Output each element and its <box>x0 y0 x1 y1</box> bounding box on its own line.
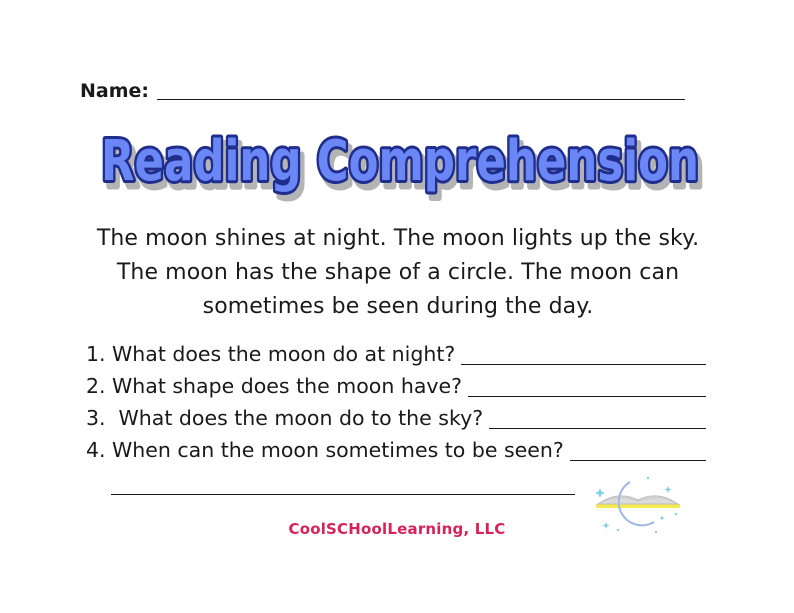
reading-passage: The moon shines at night. The moon lights up the sky. The moon has the shape of a circle. The moon can sometimes be seen during the day. <box>96 226 700 319</box>
name-row <box>80 74 690 104</box>
publisher-footer: CoolSCHoolLearning, LLC <box>288 520 506 538</box>
question-text: What shape does the moon have? <box>112 374 463 398</box>
answer-blank[interactable] <box>489 428 706 429</box>
title-text: Reading Comprehension <box>101 129 699 194</box>
question-text: When can the moon sometimes to be seen? <box>112 438 564 462</box>
answer-continuation-line[interactable] <box>111 494 575 495</box>
question-number: 4. <box>86 438 106 462</box>
question-item <box>86 370 716 402</box>
question-text: What does the moon do to the sky? <box>112 406 484 430</box>
question-item <box>86 338 716 370</box>
title-shadow: Reading Comprehension <box>105 135 703 200</box>
worksheet-title <box>60 118 740 214</box>
name-blank-line[interactable] <box>157 99 685 100</box>
answer-blank[interactable] <box>570 460 706 461</box>
answer-blank[interactable] <box>468 396 706 397</box>
question-item <box>86 402 716 434</box>
question-list <box>86 338 716 466</box>
question-item <box>86 434 716 466</box>
title-outline: Reading Comprehension <box>101 129 699 194</box>
name-label: Name: <box>80 80 150 102</box>
question-number: 2. <box>86 374 106 398</box>
question-number: 3. <box>86 406 106 430</box>
question-number: 1. <box>86 342 106 366</box>
answer-blank[interactable] <box>461 364 706 365</box>
question-text: What does the moon do at night? <box>112 342 456 366</box>
